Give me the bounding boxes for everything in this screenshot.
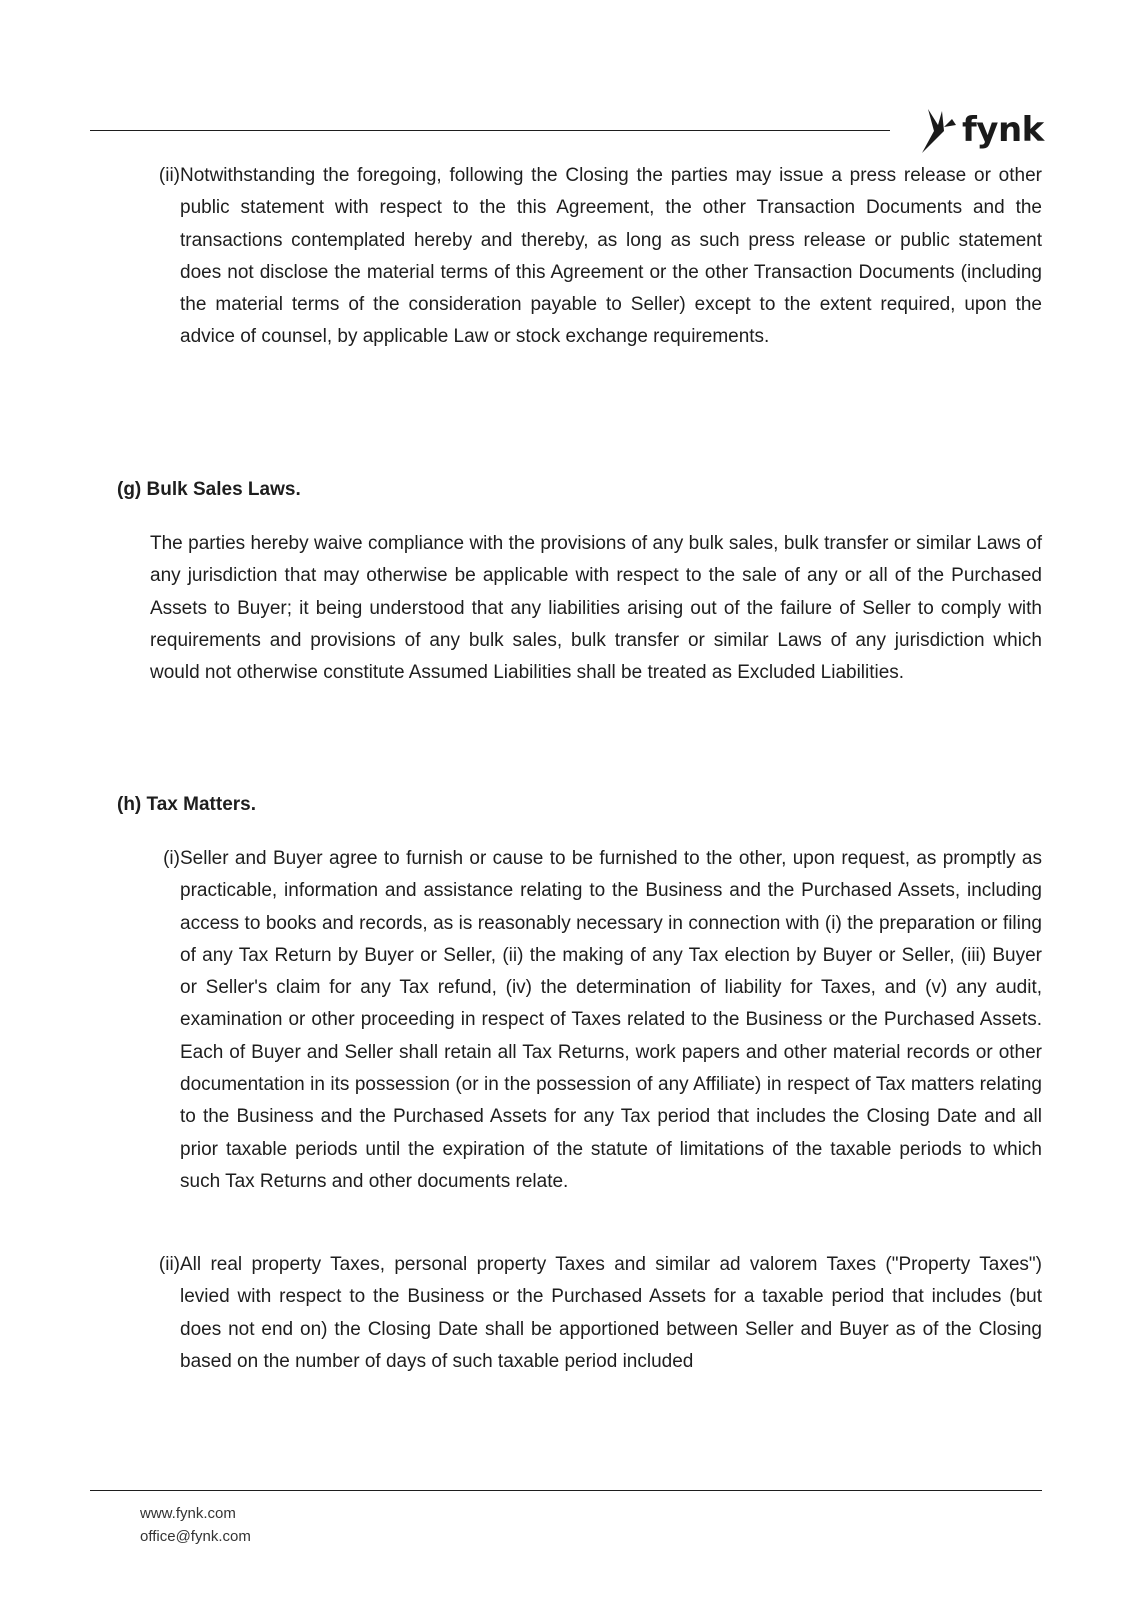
footer-website[interactable]: www.fynk.com [140,1505,236,1522]
item-number: (ii) [158,1254,180,1275]
section-h-item-ii [158,1249,1042,1378]
item-text: Seller and Buyer agree to furnish or cause to be furnished to the other, upon request, as promptly as practicable, information and assistance relating to the Business and the Purchased Assets, including access to books and records, as is reasonably necessary in connection with (i) the preparation or filing of any Tax Return by Buyer or Seller, (ii) the making of any Tax election by Buyer or Seller, (iii) Buyer or Seller's claim for any Tax refund, (iv) the determination of liability for Taxes, and (v) any audit, examination or other proceeding in respect of Taxes related to the Business or the Purchased Assets. Each of Buyer and Seller shall retain all Tax Returns, work papers and other material records or other documentation in its possession (or in the possession of any Affiliate) in respect of Tax matters relating to the Business and the Purchased Assets for any Tax period that includes the Closing Date and all prior taxable periods until the expiration of the statute of limitations of the taxable periods to which such Tax Returns and other documents relate. [180,848,1042,1192]
item-text: Notwithstanding the foregoing, following the Closing the parties may issue a press release or other public statement with respect to the this Agreement, the other Transaction Documents and the transactions contemplated hereby and thereby, as long as such press release or public statement does not disclose the material terms of this Agreement or the other Transaction Documents (including the material terms of the consideration payable to Seller) except to the extent required, upon the advice of counsel, by applicable Law or stock exchange requirements. [180,165,1042,348]
fynk-bird-icon [918,105,958,155]
section-h-item-i [163,843,1042,1198]
section-number: (g) [117,479,142,500]
section-g-heading [117,478,301,502]
item-number: (i) [163,848,180,869]
section-title: Bulk Sales Laws. [146,479,301,500]
header-rule [90,130,890,131]
footer [140,1502,251,1548]
item-text: All real property Taxes, personal property Taxes and similar ad valorem Taxes ("Property Taxes") levied with respect to the Business or the Purchased Assets for a taxable period that includes (but does not end on) the Closing Date shall be apportioned between Seller and Buyer as of the Closing based on the number of days of such taxable period included [180,1254,1042,1372]
section-h-heading [117,793,256,817]
brand-name: fynk [962,110,1044,150]
section-f-item-ii [158,160,1042,354]
footer-rule [90,1490,1042,1491]
footer-email[interactable]: office@fynk.com [140,1528,251,1545]
section-g-body: The parties hereby waive compliance with the provisions of any bulk sales, bulk transfer or similar Laws of any jurisdiction that may otherwise be applicable with respect to the sale of any or all of the Purchased Assets to Buyer; it being understood that any liabilities arising out of the failure of Seller to comply with requirements and provisions of any bulk sales, bulk transfer or similar Laws of any jurisdiction which would not otherwise constitute Assumed Liabilities shall be treated as Excluded Liabilities. [150,533,1042,684]
item-number: (ii) [158,165,180,186]
brand-logo [918,104,1044,156]
section-number: (h) [117,794,142,815]
section-title: Tax Matters. [146,794,257,815]
